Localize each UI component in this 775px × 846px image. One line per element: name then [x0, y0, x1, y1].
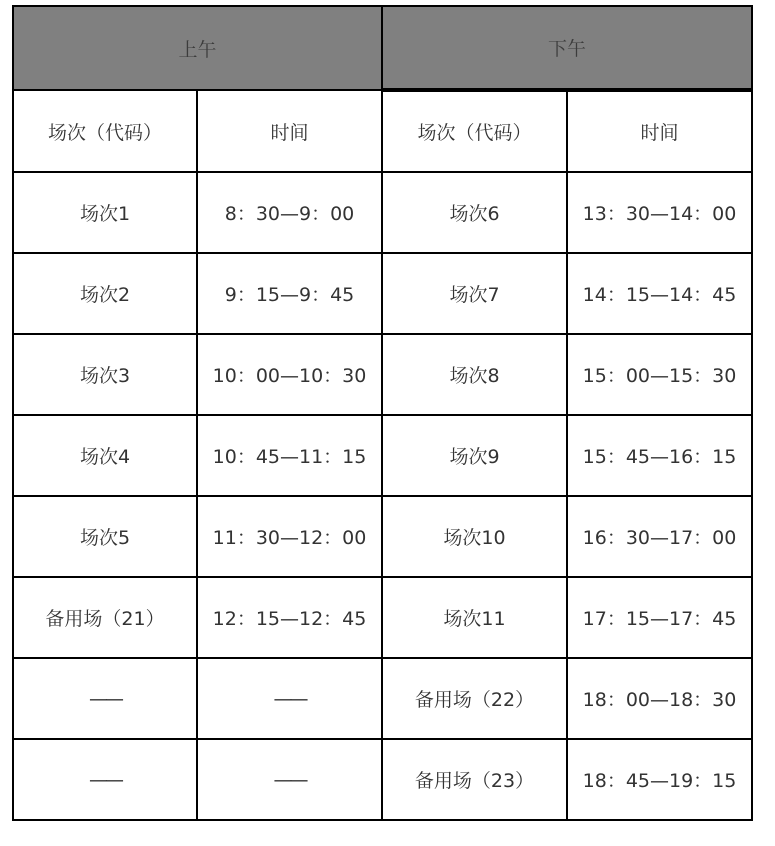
morning-session-cell: 场次3	[13, 334, 197, 415]
column-header-time: 时间	[567, 90, 752, 172]
morning-time-cell: 10：00—10：30	[197, 334, 382, 415]
section-header-afternoon: 下午	[382, 6, 752, 90]
morning-time-cell: 12：15—12：45	[197, 577, 382, 658]
afternoon-time-cell: 13：30—14：00	[567, 172, 752, 253]
morning-session-cell: 场次4	[13, 415, 197, 496]
afternoon-time-cell: 15：00—15：30	[567, 334, 752, 415]
schedule-table	[12, 5, 753, 821]
table-row	[13, 415, 752, 496]
morning-session-cell: 备用场（21）	[13, 577, 197, 658]
afternoon-session-cell: 场次7	[382, 253, 567, 334]
morning-session-cell: ——	[13, 658, 197, 739]
morning-session-cell: 场次1	[13, 172, 197, 253]
column-header-session-code: 场次（代码）	[382, 90, 567, 172]
afternoon-session-cell: 场次10	[382, 496, 567, 577]
afternoon-time-cell: 18：45—19：15	[567, 739, 752, 820]
morning-session-cell: 场次5	[13, 496, 197, 577]
afternoon-time-cell: 15：45—16：15	[567, 415, 752, 496]
afternoon-time-cell: 16：30—17：00	[567, 496, 752, 577]
column-header-session-code: 场次（代码）	[13, 90, 197, 172]
table-row	[13, 334, 752, 415]
morning-session-cell: ——	[13, 739, 197, 820]
morning-time-cell: 11：30—12：00	[197, 496, 382, 577]
morning-time-cell: ——	[197, 658, 382, 739]
table-row	[13, 496, 752, 577]
column-header-row	[13, 90, 752, 172]
column-header-time: 时间	[197, 90, 382, 172]
section-header-row	[13, 6, 752, 90]
table-row	[13, 739, 752, 820]
table-row	[13, 577, 752, 658]
section-header-morning: 上午	[13, 6, 382, 90]
morning-time-cell: 9：15—9：45	[197, 253, 382, 334]
afternoon-session-cell: 场次11	[382, 577, 567, 658]
table-row	[13, 658, 752, 739]
table-row	[13, 253, 752, 334]
afternoon-session-cell: 场次8	[382, 334, 567, 415]
afternoon-time-cell: 14：15—14：45	[567, 253, 752, 334]
afternoon-session-cell: 备用场（22）	[382, 658, 567, 739]
morning-time-cell: 8：30—9：00	[197, 172, 382, 253]
afternoon-time-cell: 18：00—18：30	[567, 658, 752, 739]
table-row	[13, 172, 752, 253]
afternoon-time-cell: 17：15—17：45	[567, 577, 752, 658]
afternoon-session-cell: 场次6	[382, 172, 567, 253]
afternoon-session-cell: 场次9	[382, 415, 567, 496]
morning-time-cell: ——	[197, 739, 382, 820]
morning-session-cell: 场次2	[13, 253, 197, 334]
morning-time-cell: 10：45—11：15	[197, 415, 382, 496]
afternoon-session-cell: 备用场（23）	[382, 739, 567, 820]
